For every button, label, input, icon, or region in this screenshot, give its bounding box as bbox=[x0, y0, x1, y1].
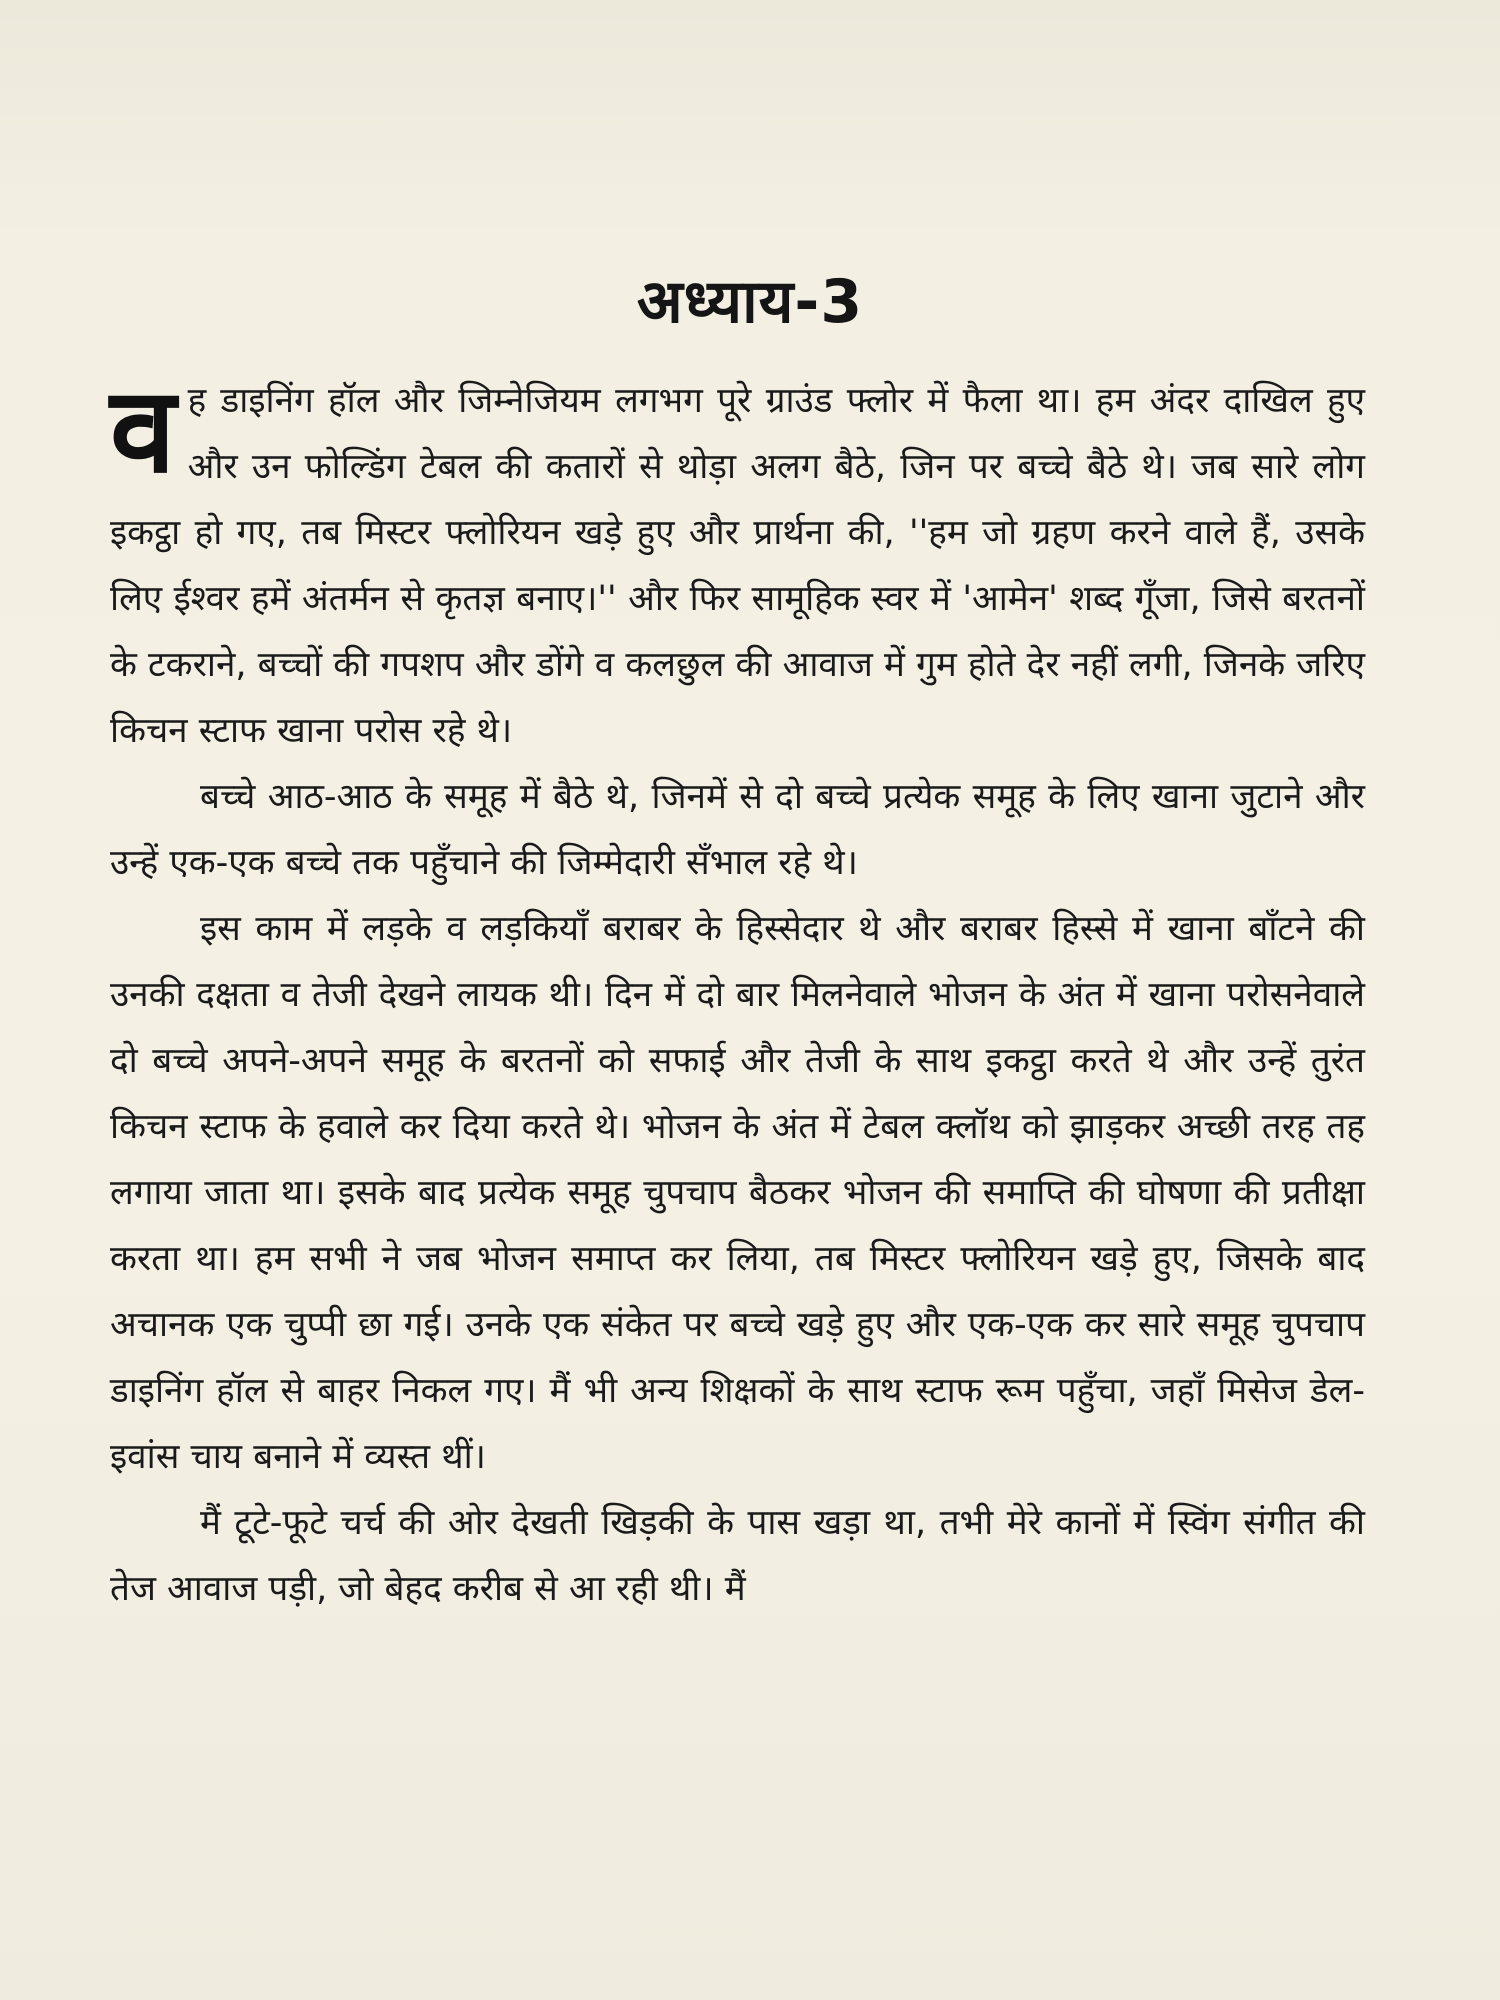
chapter-title: अध्याय-3 bbox=[636, 267, 864, 338]
paragraph-1 bbox=[110, 361, 1365, 764]
paragraph-1-text: ह डाइनिंग हॉल और जिम्नेजियम लगभग पूरे ग्राउंड फ्लोर में फैला था। हम अंदर दाखिल हुए और उन फोल्डिंग टेबल की कतारों से थोड़ा अलग बैठे, जिन पर बच्चे बैठे थे। जब सारे लोग इकट्ठा हो गए, तब मिस्टर फ्लोरियन खड़े हुए और प्रार्थना की, ''हम जो ग्रहण करने वाले हैं, उसके लिए ईश्वर हमें अंतर्मन से कृतज्ञ बनाए।'' और फिर सामूहिक स्वर में 'आमेन' शब्द गूँजा, जिसे बरतनों के टकराने, बच्चों की गपशप और डोंगे व कलछुल की आवाज में गुम होते देर नहीं लगी, जिनके जरिए किचन स्टाफ खाना परोस रहे थे। bbox=[110, 381, 1365, 751]
paragraph-2: बच्चे आठ-आठ के समूह में बैठे थे, जिनमें से दो बच्चे प्रत्येक समूह के लिए खाना जुटाने और उन्हें एक-एक बच्चे तक पहुँचाने की जिम्मेदारी सँभाल रहे थे। bbox=[110, 777, 1365, 883]
drop-cap: व bbox=[110, 361, 176, 499]
paragraph-4: मैं टूटे-फूटे चर्च की ओर देखती खिड़की के पास खड़ा था, तभी मेरे कानों में स्विंग संगीत की तेज आवाज पड़ी, जो बेहद करीब से आ रही थी। मैं bbox=[110, 1503, 1365, 1609]
chapter-body bbox=[110, 361, 1365, 1622]
paragraph-3: इस काम में लड़के व लड़कियाँ बराबर के हिस्सेदार थे और बराबर हिस्से में खाना बाँटने की उनकी दक्षता व तेजी देखने लायक थी। दिन में दो बार मिलनेवाले भोजन के अंत में खाना परोसनेवाले दो बच्चे अपने-अपने समूह के बरतनों को सफाई और तेजी के साथ इकट्ठा करते थे और उन्हें तुरंत किचन स्टाफ के हवाले कर दिया करते थे। भोजन के अंत में टेबल क्लॉथ को झाड़कर अच्छी तरह तह लगाया जाता था। इसके बाद प्रत्येक समूह चुपचाप बैठकर भोजन की समाप्ति की घोषणा की प्रतीक्षा करता था। हम सभी ने जब भोजन समाप्त कर लिया, तब मिस्टर फ्लोरियन खड़े हुए, जिसके बाद अचानक एक चुप्पी छा गई। उनके एक संकेत पर बच्चे खड़े हुए और एक-एक कर सारे समूह चुपचाप डाइनिंग हॉल से बाहर निकल गए। मैं भी अन्य शिक्षकों के साथ स्टाफ रूम पहुँचा, जहाँ मिसेज डेल-इवांस चाय बनाने में व्यस्त थीं। bbox=[110, 909, 1365, 1477]
